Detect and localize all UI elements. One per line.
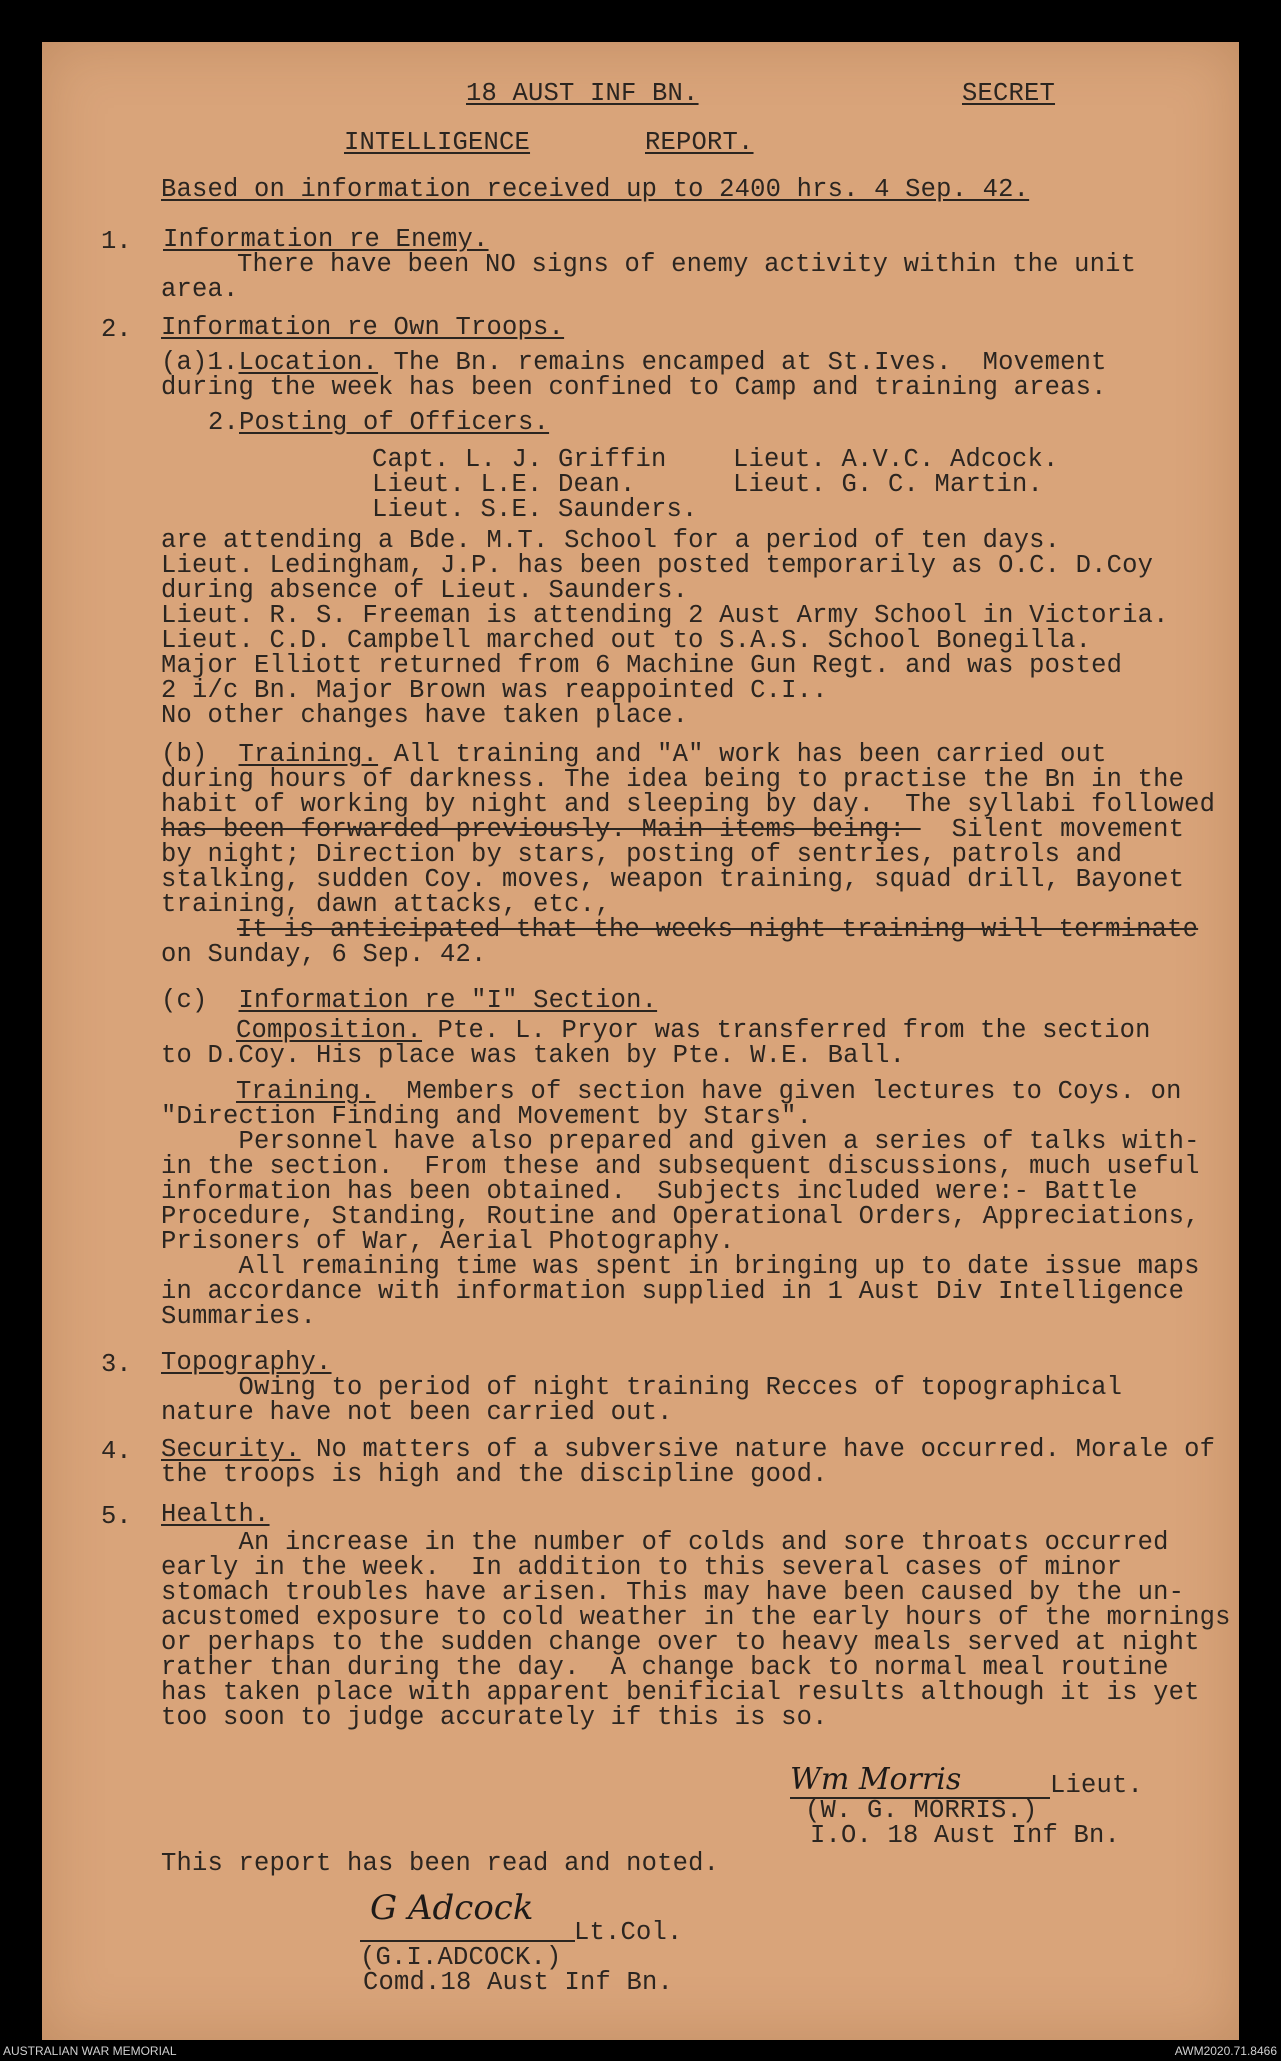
section-1-line: There have been NO signs of enemy activity within the unit [237, 250, 1137, 279]
archive-credit: AUSTRALIAN WAR MEMORIAL [3, 2044, 177, 2058]
posting-prefix: 2. [208, 408, 240, 437]
section-4-number: 4. [101, 1437, 132, 1466]
co-rank: Lt.Col. [574, 1918, 683, 1947]
section-4-text: No matters of a subversive nature have occurred. Morale of [300, 1435, 1216, 1464]
section-3-line: Owing to period of night training Recces of topographical [161, 1373, 1123, 1402]
i-training-line: in accordance with information supplied in 1 Aust Div Intelligence [161, 1277, 1185, 1306]
i-section-heading-line [161, 988, 657, 1013]
training-line: training, dawn attacks, etc., [161, 890, 611, 919]
officer-name: Lieut. S.E. Saunders. [372, 495, 698, 524]
section-4-line: the troops is high and the discipline good. [161, 1460, 828, 1489]
section-5-line: too soon to judge accurately if this is so. [161, 1703, 828, 1732]
i-training-paragraph [236, 1079, 1182, 1104]
location-line: during the week has been confined to Camp and training areas. [161, 373, 1107, 402]
section-3-line: nature have not been carried out. [161, 1398, 673, 1427]
i-training-line: Personnel have also prepared and given a series of talks with- [161, 1127, 1200, 1156]
posting-line: during absence of Lieut. Saunders. [161, 576, 689, 605]
training-line: habit of working by night and sleeping by day. The syllabi followed [161, 790, 1216, 819]
training-paragraph [161, 742, 1107, 767]
composition-line: to D.Coy. His place was taken by Pte. W.E. Ball. [161, 1041, 906, 1070]
training-heading: Training. [238, 740, 379, 769]
i-training-line: Procedure, Standing, Routine and Operational Orders, Appreciations, [161, 1202, 1200, 1231]
section-5-line: or perhaps to the sudden change over to heavy meals served at night [161, 1628, 1200, 1657]
i-section-heading: Information re "I" Section. [238, 986, 658, 1015]
unit-header: 18 AUST INF BN. [466, 79, 699, 108]
section-4-heading: Security. [161, 1435, 301, 1464]
i-training-line: in the section. From these and subsequent discussions, much useful [161, 1152, 1200, 1181]
training-struck-text: has been forwarded previously. Main items being:- [161, 815, 921, 844]
training-prefix: (b) [161, 740, 208, 769]
i-training-line: Summaries. [161, 1302, 317, 1331]
accession-number: AWM2020.71.8466 [1174, 2044, 1277, 2058]
composition-heading: Composition. [236, 1016, 423, 1045]
i-training-line: information has been obtained. Subjects included were:- Battle [161, 1177, 1138, 1206]
section-5-line: stomach troubles have arisen. This may have been caused by the un- [161, 1578, 1185, 1607]
section-5-line: early in the week. In addition to this several cases of minor [161, 1553, 1123, 1582]
location-prefix: (a)1. [161, 348, 239, 377]
training-text: Silent movement [920, 815, 1185, 844]
report-basis: Based on information received up to 2400 hrs. 4 Sep. 42. [161, 175, 1030, 204]
training-line: by night; Direction by stars, posting of sentries, patrols and [161, 840, 1123, 869]
section-1-number: 1. [101, 227, 132, 256]
posting-line: are attending a Bde. M.T. School for a period of ten days. [161, 526, 1061, 555]
i-training-line: Prisoners of War, Aerial Photography. [161, 1227, 735, 1256]
section-2-heading: Information re Own Troops. [161, 313, 565, 342]
section-5-number: 5. [101, 1502, 132, 1531]
co-signature: G Adcock [370, 1888, 534, 1928]
i-training-line: All remaining time was spent in bringing up to date issue maps [161, 1252, 1200, 1281]
training-line [161, 817, 1184, 842]
co-signature-line [360, 1940, 575, 1942]
co-name: (G.I.ADCOCK.) [360, 1943, 562, 1972]
i-training-text: Members of section have given lectures to Coys. on [375, 1077, 1182, 1106]
posting-line: Major Elliott returned from 6 Machine Gun Regt. and was posted [161, 651, 1123, 680]
posting-heading: Posting of Officers. [239, 408, 550, 437]
section-3-number: 3. [101, 1350, 132, 1379]
location-text: The Bn. remains encamped at St.Ives. Movement [378, 348, 1107, 377]
i-training-line: "Direction Finding and Movement by Stars". [161, 1102, 813, 1131]
co-appointment: Comd.18 Aust Inf Bn. [363, 1968, 674, 1997]
section-5-line: rather than during the day. A change back to normal meal routine [161, 1653, 1169, 1682]
posting-heading-line [208, 410, 549, 435]
training-line: on Sunday, 6 Sep. 42. [161, 940, 487, 969]
posting-line: Lieut. Ledingham, J.P. has been posted temporarily as O.C. D.Coy [161, 551, 1154, 580]
officer-name: Lieut. G. C. Martin. [733, 470, 1044, 499]
officer-name: Lieut. A.V.C. Adcock. [733, 445, 1059, 474]
posting-line: Lieut. R. S. Freeman is attending 2 Aust Army School in Victoria. [161, 601, 1169, 630]
composition-paragraph [236, 1018, 1151, 1043]
section-5-heading: Health. [161, 1500, 270, 1529]
training-line: during hours of darkness. The idea being to practise the Bn in the [161, 765, 1185, 794]
officer-name: Lieut. L.E. Dean. [372, 470, 636, 499]
training-line: It is anticipated that the weeks night training will terminate [237, 915, 1199, 944]
section-3-heading: Topography. [161, 1348, 332, 1377]
io-rank: Lieut. [1050, 1771, 1144, 1800]
i-training-heading: Training. [236, 1077, 376, 1106]
io-appointment: I.O. 18 Aust Inf Bn. [810, 1821, 1121, 1850]
posting-line: No other changes have taken place. [161, 701, 689, 730]
section-5-line: has taken place with apparent benificial results although it is yet [161, 1678, 1200, 1707]
composition-text: Pte. L. Pryor was transferred from the section [422, 1016, 1151, 1045]
i-section-prefix: (c) [161, 986, 208, 1015]
posting-line: 2 i/c Bn. Major Brown was reappointed C.I.. [161, 676, 828, 705]
section-2-number: 2. [101, 315, 132, 344]
io-signature: Wm Morris [790, 1762, 962, 1797]
read-and-noted: This report has been read and noted. [161, 1849, 720, 1878]
location-paragraph [161, 350, 1107, 375]
location-heading: Location. [238, 348, 379, 377]
section-4-paragraph [161, 1437, 1215, 1462]
officer-name: Capt. L. J. Griffin [372, 445, 667, 474]
io-name: (W. G. MORRIS.) [805, 1796, 1038, 1825]
section-1-line: area. [161, 275, 239, 304]
section-5-line: An increase in the number of colds and sore throats occurred [161, 1528, 1169, 1557]
training-text: All training and "A" work has been carried out [378, 740, 1107, 769]
section-1-heading: Information re Enemy. [163, 225, 489, 254]
posting-line: Lieut. C.D. Campbell marched out to S.A.S. School Bonegilla. [161, 626, 1092, 655]
report-title-left: INTELLIGENCE [344, 128, 531, 157]
training-line: stalking, sudden Coy. moves, weapon training, squad drill, Bayonet [161, 865, 1185, 894]
report-title-right: REPORT. [645, 128, 754, 157]
classification-label: SECRET [962, 79, 1056, 108]
section-5-line: acustomed exposure to cold weather in the early hours of the mornings [161, 1603, 1231, 1632]
